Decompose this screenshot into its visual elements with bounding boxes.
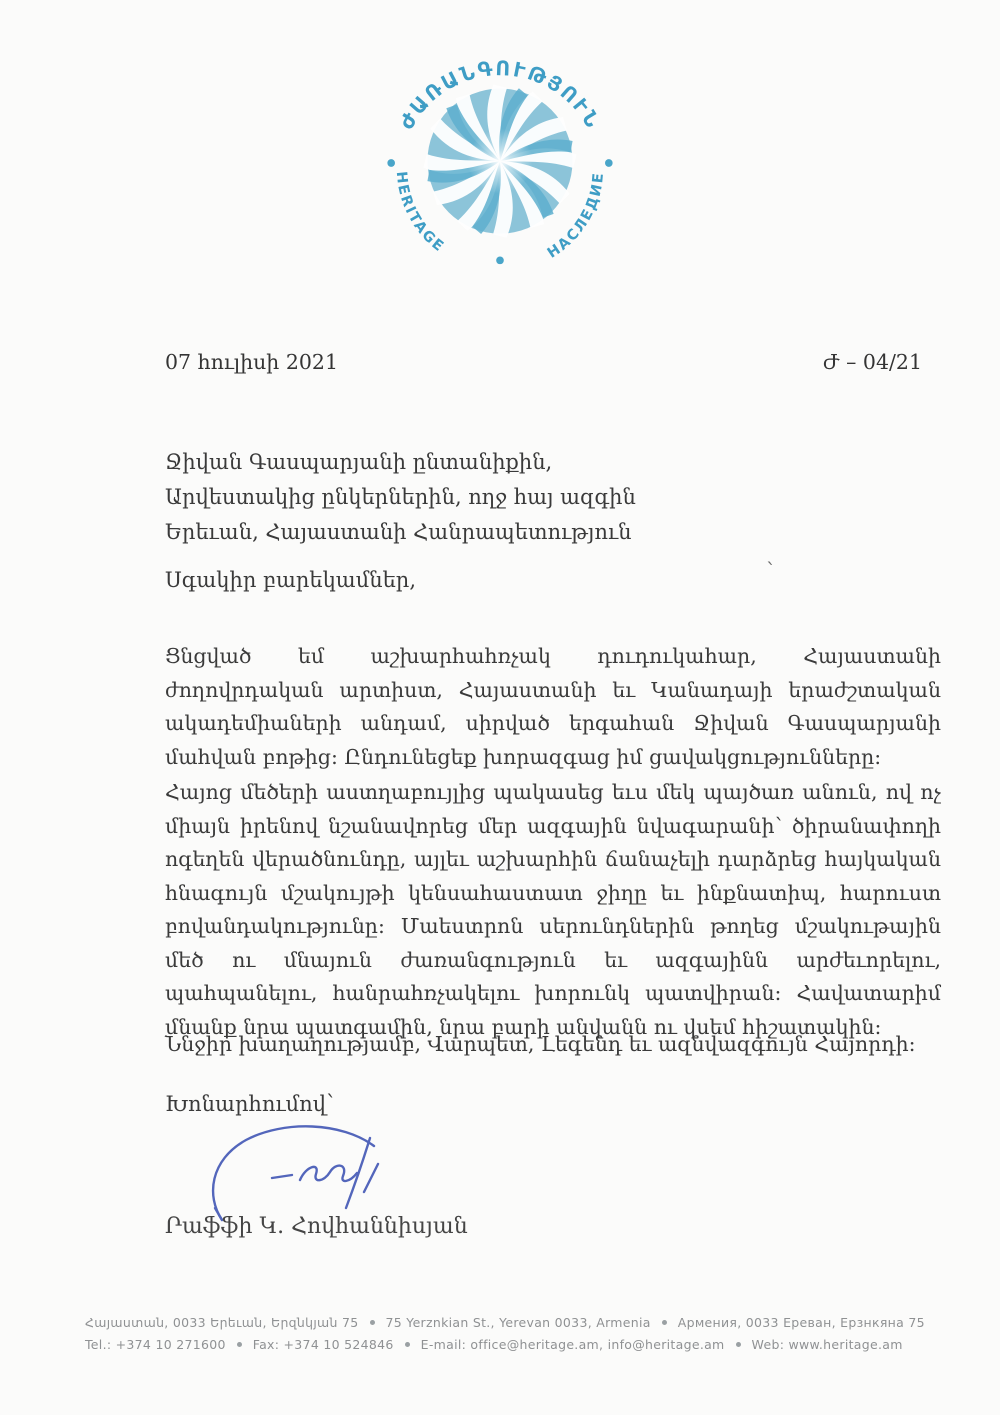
- bullet-separator-icon: [237, 1342, 242, 1347]
- footer-contact-line: [85, 1334, 960, 1356]
- bullet-separator-icon: [370, 1320, 375, 1325]
- letter-reference-number: Ժ – 04/21: [822, 350, 922, 374]
- bullet-separator-icon: [736, 1342, 741, 1347]
- logo-english-label: HERITAGE: [392, 170, 448, 256]
- date-row: [165, 350, 922, 374]
- recipient-block: [165, 445, 636, 550]
- body-paragraph-2: Հայոց մեծերի աստղաբույլից պակասեց եւս մեկ պայծառ անուն, ով ոչ միայն իրենով նշանավորեց մեր ազգային նվագարանի՝ ծիրանափողի ոգեղեն վերածնունդը, այլեւ աշխարհին ճանաչելի դարձրեց հայկական հնագույն մշակույթի կենսահաստատ ջիղը եւ ինքնատիպ, հարուստ բովանդակությունը: Մաեստրոն սերունդներին թողեց մշակութային մեծ ու մնայուն ժառանգություն եւ ազգայինն արժեւորելու, պահպանելու, հանրահռչակելու խորունկ պատվիրան: Հավատարիմ մնանք նրա պատգամին, նրա բարի անվանն ու վսեմ հիշատակին:: [165, 780, 941, 1039]
- footer-telephone: Tel.: +374 10 271600: [85, 1337, 226, 1352]
- heritage-party-logo: [350, 58, 650, 268]
- handwritten-signature: [192, 1122, 432, 1226]
- heritage-swirl-logo-icon: [350, 58, 650, 268]
- closing-phrase: Խոնարհումով՝: [165, 1092, 334, 1116]
- logo-russian-label: НАСЛЕДИЕ: [544, 170, 608, 262]
- footer-email: E-mail: office@heritage.am, info@heritage.am: [420, 1337, 725, 1352]
- footer-address-english: 75 Yerznkian St., Yerevan 0033, Armenia: [385, 1315, 651, 1330]
- letterhead-footer: [85, 1312, 960, 1356]
- logo-bottom-dot: [496, 257, 504, 265]
- swirl-blades: [420, 81, 580, 241]
- logo-left-dot: [387, 159, 395, 167]
- signatory-name: Րաֆֆի Կ. Հովհաննիսյան: [165, 1214, 468, 1239]
- recipient-line: Երեւան, Հայաստանի Հանրապետություն: [165, 520, 632, 544]
- logo-right-dot: [605, 159, 613, 167]
- footer-fax: Fax: +374 10 524846: [252, 1337, 394, 1352]
- letter-date: 07 հուլիսի 2021: [165, 350, 339, 374]
- body-paragraph-3: Ննջիր խաղաղությամբ, Վարպետ, Լեգենդ եւ ազնվազգույն Հայորդի:: [165, 1032, 916, 1056]
- bullet-separator-icon: [405, 1342, 410, 1347]
- salutation: Սգակիր բարեկամներ,: [165, 568, 416, 592]
- bullet-separator-icon: [662, 1320, 667, 1325]
- recipient-line: Արվեստակից ընկերներին, ողջ հայ ազգին: [165, 485, 636, 509]
- logo-armenian-label: ԺԱՌԱՆԳՈՒԹՅՈՒՆ: [394, 58, 606, 134]
- body-paragraph-1: Ցնցված եմ աշխարհահռչակ դուդուկահար, Հայաստանի ժողովրդական արտիստ, Հայաստանի եւ Կանադայի երաժշտական ակադեմիաների անդամ, սիրված երգահան Ջիվան Գասպարյանի մահվան բոթից: Ընդունեցեք խորազգաց իմ ցավակցությունները:: [165, 644, 941, 769]
- footer-address-russian: Армения, 0033 Ереван, Ерзнкяна 75: [677, 1315, 925, 1330]
- footer-address-line: [85, 1312, 960, 1334]
- footer-address-armenian: Հայաստան, 0033 Երեւան, Երզնկյան 75: [85, 1315, 359, 1330]
- stray-scan-mark: ՝: [766, 558, 774, 582]
- swirl-center-glow: [468, 129, 533, 194]
- recipient-line: Ջիվան Գասպարյանի ընտանիքին,: [165, 450, 553, 474]
- footer-website: Web: www.heritage.am: [751, 1337, 903, 1352]
